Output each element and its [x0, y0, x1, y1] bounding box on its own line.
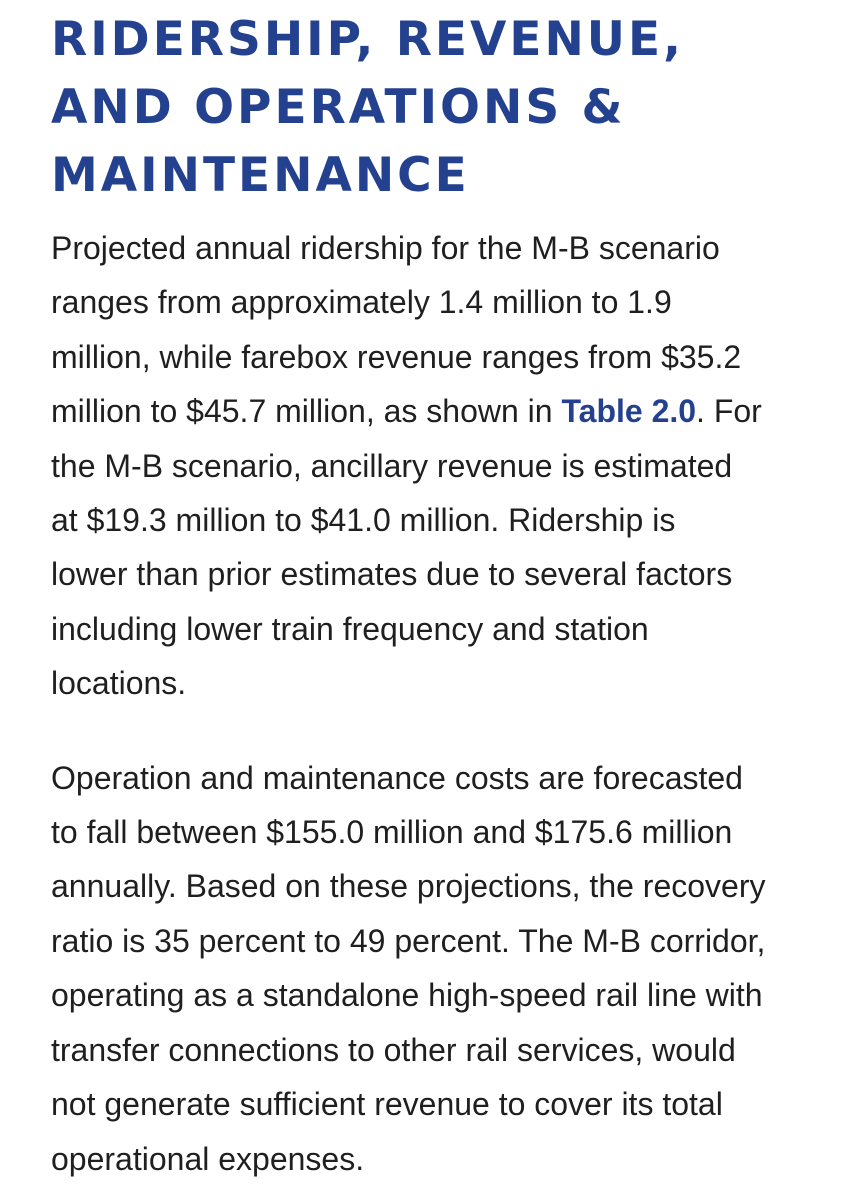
paragraph-line: the M-B scenario, ancillary revenue is estimated	[51, 447, 733, 484]
heading-line: AND OPERATIONS &	[51, 80, 626, 135]
paragraph-line: Projected annual ridership for the M-B scenario	[51, 230, 720, 266]
paragraph-line: operating as a standalone high-speed rail line with	[51, 977, 763, 1014]
paragraph-line: including lower train frequency and station	[51, 610, 649, 647]
paragraph-line: lower than prior estimates due to several factors	[51, 556, 733, 593]
heading-line: RIDERSHIP, REVENUE,	[51, 12, 684, 67]
operations-maintenance-paragraph	[51, 751, 811, 1186]
section-heading	[51, 0, 811, 210]
paragraph-line: annually. Based on these projections, the recovery	[51, 868, 766, 905]
paragraph-line: ranges from approximately 1.4 million to 1.9	[51, 284, 672, 321]
paragraph-line: Operation and maintenance costs are forecasted	[51, 759, 743, 796]
ridership-paragraph	[51, 221, 811, 711]
paragraph-line	[51, 384, 811, 438]
paragraph-line: ratio is 35 percent to 49 percent. The M-B corridor,	[51, 922, 766, 959]
paragraph-line: to fall between $155.0 million and $175.6 million	[51, 814, 733, 851]
paragraph-line: operational expenses.	[51, 1140, 365, 1177]
paragraph-line: transfer connections to other rail services, would	[51, 1031, 736, 1068]
paragraph-line: million, while farebox revenue ranges from $35.2	[51, 338, 742, 375]
paragraph-line: locations.	[51, 665, 187, 702]
paragraph-line: not generate sufficient revenue to cover its total	[51, 1086, 723, 1123]
paragraph-text: . For	[696, 393, 762, 430]
paragraph-text: million to $45.7 million, as shown in	[51, 393, 562, 430]
heading-line: MAINTENANCE	[51, 148, 470, 203]
table-2-0-link[interactable]: Table 2.0	[561, 393, 697, 430]
paragraph-line: at $19.3 million to $41.0 million. Ridership is	[51, 502, 676, 539]
